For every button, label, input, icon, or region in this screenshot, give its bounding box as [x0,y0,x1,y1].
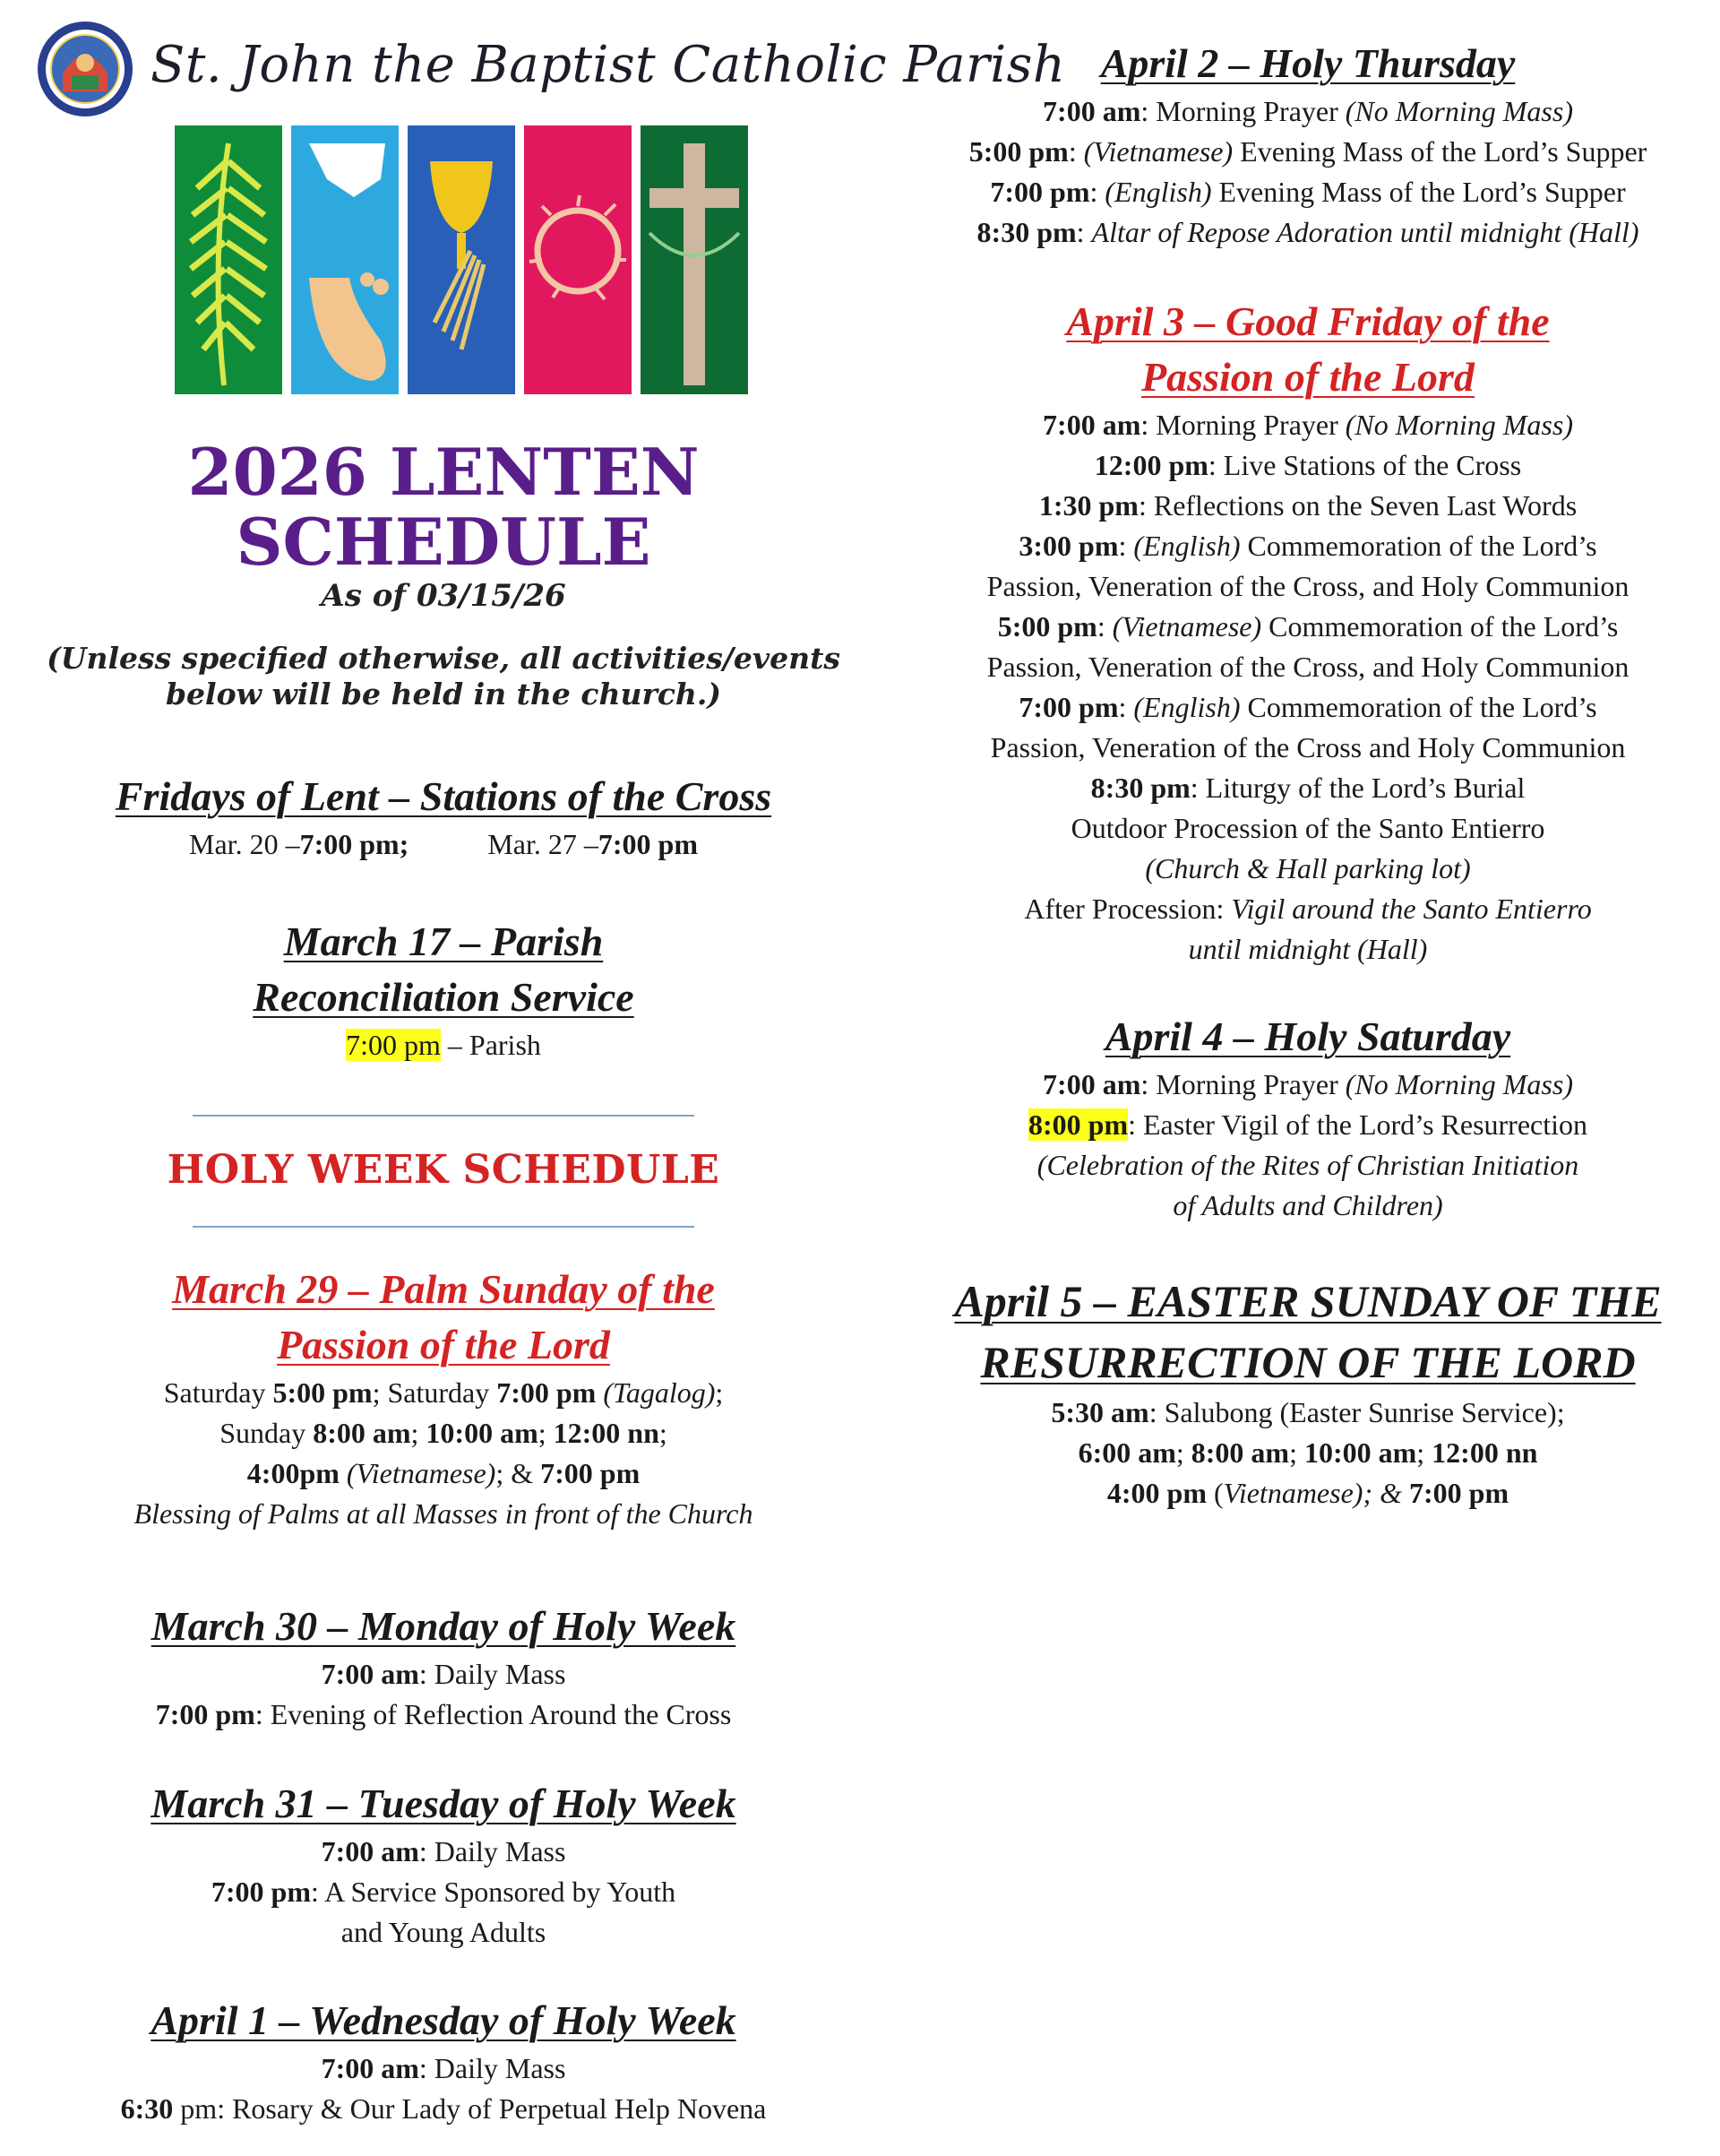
april-3-section [914,294,1702,970]
time: 8:00 am [313,1417,411,1449]
text: : [1089,176,1105,208]
april-5-line-1 [914,1393,1702,1433]
text: : Daily Mass [418,1835,566,1867]
divider-bottom [193,1226,694,1228]
text: Saturday [163,1376,273,1409]
april-5-line-2 [914,1433,1702,1473]
april-1-heading: April 1 – Wednesday of Holy Week [150,1997,736,2043]
time: 7:00 am [1043,95,1141,127]
time: 7:00 pm [496,1376,597,1409]
april-2-heading: April 2 – Holy Thursday [1100,40,1516,86]
friday-time-1: 7:00 pm; [299,828,409,860]
text: : Salubong (Easter Sunrise Service); [1148,1396,1565,1428]
fridays-heading: Fridays of Lent – Stations of the Cross [115,773,772,819]
april-3-line-1 [914,405,1702,445]
text: Commemoration of the Lord’s [1240,691,1597,723]
march-31-heading: March 31 – Tuesday of Holy Week [150,1781,736,1826]
note: Blessing of Palms at all Masses in front of the Church [133,1497,753,1530]
text: : Daily Mass [418,2052,566,2084]
text: : A Service Sponsored by Youth [310,1876,676,1908]
time: 12:00 nn [553,1417,659,1449]
april-3-line-9: Passion, Veneration of the Cross and Holy Communion [990,731,1626,763]
text: : [1096,610,1113,642]
text: ; & [495,1457,541,1489]
april-3-line-2 [914,445,1702,486]
march-31-line-2 [36,1872,851,1912]
friday-time-2: 7:00 pm [598,828,698,860]
text: Evening Mass of the Lord’s Supper [1233,135,1647,168]
text: : Live Stations of the Cross [1208,449,1522,481]
time: 6:30 [120,2092,174,2125]
text [1402,1477,1409,1509]
march-31-section [36,1776,851,1953]
highlighted-time: 8:00 pm [1028,1108,1129,1141]
text: After Procession: [1024,893,1232,925]
language: (Tagalog) [596,1376,716,1409]
text: : Morning Prayer [1140,95,1346,127]
time: 8:30 pm [1090,772,1191,804]
note: (Celebration of the Rites of Christian Initiation [1036,1149,1579,1181]
palm-sunday-heading-2: Passion of the Lord [277,1322,610,1367]
time: 5:00 pm [968,135,1069,168]
text: : [1076,216,1092,248]
april-3-line-4 [914,526,1702,566]
april-3-line-5: Passion, Veneration of the Cross, and Holy Communion [986,570,1630,602]
text: : [1118,530,1134,562]
time: 4:00 pm [1106,1477,1207,1509]
april-5-heading-1: April 5 – EASTER SUNDAY OF THE [954,1276,1662,1326]
text: : [1068,135,1084,168]
text: Evening Mass of the Lord’s Supper [1211,176,1626,208]
fridays-of-lent-section [36,769,851,865]
time: 7:00 pm [211,1876,311,1908]
time: 7:00 pm [155,1698,255,1730]
friday-date-1: Mar. 20 – [189,828,300,860]
march-17-heading-2: Reconciliation Service [253,974,634,1020]
title-line-2: SCHEDULE [236,504,651,580]
language: (English) [1105,176,1212,208]
march-17-location: – Parish [440,1029,541,1061]
march-17-line [36,1025,851,1065]
text: : Liturgy of the Lord’s Burial [1190,772,1526,804]
april-2-line-4 [914,212,1702,253]
april-4-heading: April 4 – Holy Saturday [1105,1013,1511,1059]
note: (Church & Hall parking lot) [1145,852,1471,884]
april-4-line-3 [914,1145,1702,1186]
time: 12:00 pm [1094,449,1208,481]
text: ( [1207,1477,1224,1509]
palm-sunday-line-2 [36,1413,851,1453]
parish-seal-icon [36,20,134,118]
note: Vigil around the Santo Entierro [1231,893,1592,925]
april-3-line-3 [914,486,1702,526]
march-31-line-3: and Young Adults [340,1916,546,1948]
time: 4:00pm [246,1457,340,1489]
language: Vietnamese); & [1223,1477,1402,1509]
text: : Daily Mass [418,1658,566,1690]
april-5-line-3 [914,1473,1702,1514]
april-1-line-2 [36,2089,851,2129]
time: 5:30 am [1051,1396,1149,1428]
note: Altar of Repose Adoration until midnight (Hall) [1091,216,1639,248]
time: 7:00 pm [1019,691,1119,723]
palm-sunday-section [36,1262,851,1534]
language: (English) [1133,691,1241,723]
april-3-line-12 [914,849,1702,889]
time: 7:00 am [321,1658,419,1690]
time: 8:30 pm [976,216,1077,248]
time: 12:00 nn [1432,1436,1538,1469]
time: 7:00 pm [540,1457,641,1489]
time: 3:00 pm [1019,530,1119,562]
as-of-date: As of 03/15/26 [321,578,566,614]
march-30-section [36,1599,851,1735]
april-2-section [914,36,1702,253]
header [36,20,1066,118]
time: 6:00 am [1078,1436,1176,1469]
note: (No Morning Mass) [1345,1068,1573,1100]
palm-sunday-line-1 [36,1373,851,1413]
time: 7:00 am [1043,1068,1141,1100]
april-1-line-1 [36,2048,851,2089]
march-30-heading: March 30 – Monday of Holy Week [150,1603,736,1649]
note-line-1: (Unless specified otherwise, all activities/events [47,641,840,676]
april-3-line-10 [914,768,1702,808]
fridays-dates [36,824,851,865]
note: (No Morning Mass) [1345,95,1573,127]
language: (Vietnamese) [339,1457,496,1489]
location-note [36,641,851,712]
note: (No Morning Mass) [1345,409,1573,441]
text: pm: Rosary & Our Lady of Perpetual Help Novena [173,2092,767,2125]
april-3-heading-2: Passion of the Lord [1141,354,1475,400]
time: 7:00 pm [990,176,1090,208]
time: 5:00 pm [997,610,1097,642]
april-3-heading-1: April 3 – Good Friday of the [1066,298,1550,344]
april-5-heading-2: RESURRECTION OF THE LORD [980,1337,1636,1387]
text: ; [715,1376,724,1409]
language: (Vietnamese) [1083,135,1234,168]
time: 7:00 am [321,2052,419,2084]
march-31-line-1 [36,1832,851,1872]
april-3-line-11: Outdoor Procession of the Santo Entierro [1071,812,1545,844]
text: ; [1289,1436,1304,1469]
march-30-line-2 [36,1695,851,1735]
april-2-line-1 [914,91,1702,132]
text: ; [538,1417,554,1449]
time: 7:00 pm [1408,1477,1509,1509]
note: until midnight (Hall) [1188,933,1428,965]
march-17-heading-1: March 17 – Parish [283,918,604,964]
parish-name: St. John the Baptist Catholic Parish [150,36,1066,94]
time: 7:00 am [321,1835,419,1867]
text: : Reflections on the Seven Last Words [1138,489,1578,522]
text: ; Saturday [372,1376,497,1409]
text: Commemoration of the Lord’s [1240,530,1597,562]
april-1-section [36,1993,851,2129]
april-3-line-14 [914,929,1702,970]
april-3-line-6 [914,607,1702,647]
april-4-line-4 [914,1186,1702,1226]
holy-week-label: HOLY WEEK SCHEDULE [167,1147,720,1193]
text: : Evening of Reflection Around the Cross [254,1698,732,1730]
palm-sunday-line-4 [36,1494,851,1534]
language: (Vietnamese) [1112,610,1262,642]
note: of Adults and Children) [1173,1189,1443,1221]
note-line-2: below will be held in the church.) [165,677,722,711]
march-30-line-1 [36,1654,851,1695]
schedule-title [36,434,851,580]
text: ; [1175,1436,1191,1469]
march-17-section [36,914,851,1065]
text: Sunday [219,1417,314,1449]
time: 10:00 am [426,1417,538,1449]
text: Commemoration of the Lord’s [1261,610,1619,642]
text: : Morning Prayer [1140,409,1346,441]
april-5-section [914,1271,1702,1514]
text: ; [658,1417,667,1449]
time: 10:00 am [1303,1436,1417,1469]
text: : [1118,691,1134,723]
april-4-line-2 [914,1105,1702,1145]
time: 1:30 pm [1038,489,1139,522]
text: ; [410,1417,426,1449]
april-3-line-8 [914,687,1702,728]
text: : Easter Vigil of the Lord’s Resurrection [1128,1108,1588,1141]
language: (English) [1133,530,1241,562]
april-4-section [914,1009,1702,1226]
time: 7:00 am [1043,409,1141,441]
text: ; [1416,1436,1432,1469]
friday-date-2: Mar. 27 – [487,828,598,860]
palm-sunday-line-3 [36,1453,851,1494]
lenten-banner-image [175,125,748,394]
highlighted-time: 7:00 pm [346,1029,441,1061]
divider-top [193,1115,694,1117]
text: : Morning Prayer [1140,1068,1346,1100]
april-2-line-2 [914,132,1702,172]
april-4-line-1 [914,1065,1702,1105]
palm-sunday-heading-1: March 29 – Palm Sunday of the [172,1266,715,1312]
april-3-line-13 [914,889,1702,929]
title-line-1: 2026 LENTEN [187,434,700,510]
time: 5:00 pm [272,1376,373,1409]
time: 8:00 am [1191,1436,1290,1469]
april-3-line-7: Passion, Veneration of the Cross, and Holy Communion [986,651,1630,683]
april-2-line-3 [914,172,1702,212]
